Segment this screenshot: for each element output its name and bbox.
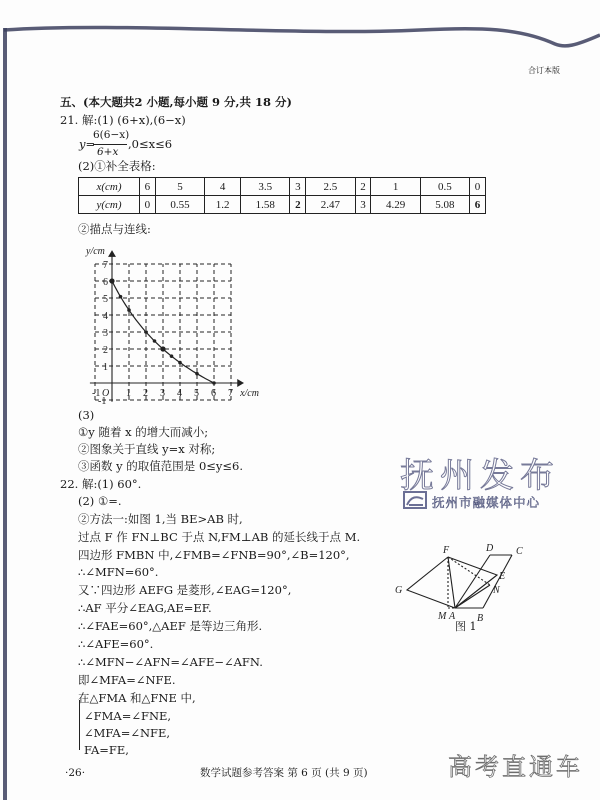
fig-label-M: M [438, 611, 447, 622]
table-cell: 3.5 [241, 178, 290, 196]
formula-numerator: 6(6−x) [93, 129, 130, 141]
q22-part1: 22. 解:(1) 60°. [60, 477, 142, 491]
corner-label: 合订本版 [528, 66, 560, 75]
q22-line: 在△FMA 和△FNE 中, [78, 691, 196, 705]
svg-text:4: 4 [103, 311, 108, 322]
section-title: 五、(本大题共2 小题,每小题 9 分,共 18 分) [60, 95, 292, 109]
table-cell: 6 [140, 178, 156, 196]
formula-prefix: y= [79, 137, 96, 151]
fig-label-N: N [493, 585, 500, 596]
conclusion-1: ①y 随着 x 的增大而减小; [78, 425, 209, 439]
q21-part3-title: (3) [78, 408, 95, 422]
q22-line: ②方法一:如图 1,当 BE>AB 时, [78, 512, 243, 526]
fig-label-D: D [486, 543, 494, 554]
svg-text:x/cm: x/cm [240, 388, 259, 399]
fig-label-B: B [477, 613, 484, 624]
table-cell: 1 [371, 178, 420, 196]
table-cell: 0 [470, 178, 486, 196]
svg-text:2: 2 [143, 388, 148, 399]
svg-text:5: 5 [194, 388, 199, 399]
fraction-bar [93, 144, 127, 145]
media-center-logo-icon [403, 491, 427, 509]
svg-text:7: 7 [228, 388, 233, 399]
table-cell: 3 [290, 178, 306, 196]
system-line: ∠MFA=∠NFE, [84, 726, 171, 740]
function-graph [80, 235, 260, 415]
formula-domain: ,0≤x≤6 [128, 137, 173, 151]
table-row-y [79, 196, 486, 214]
svg-text:O: O [102, 388, 110, 399]
table-row-x [79, 178, 486, 196]
q22-line: ∴∠MFN=60°. [78, 565, 159, 579]
q22-line: 又∵四边形 AEFG 是菱形,∠EAG=120°, [78, 583, 292, 597]
fig-label-E: E [499, 571, 506, 582]
svg-text:6: 6 [211, 388, 216, 399]
watermark-fuzhou-subtitle: 抚州市融媒体中心 [432, 495, 541, 510]
formula-denominator: 6+x [97, 146, 119, 158]
q21-part1: 21. 解:(1) (6+x),(6−x) [60, 113, 186, 127]
table-cell: 0.5 [420, 178, 469, 196]
q22-line: ∴AF 平分∠EAG,AE=EF. [78, 601, 212, 615]
table-cell: 5 [155, 178, 204, 196]
table-cell: 1.58 [241, 196, 290, 214]
table-cell: 2 [355, 178, 371, 196]
page-number: ·26· [65, 767, 86, 779]
svg-text:6: 6 [103, 277, 108, 288]
table-cell: 0.55 [155, 196, 204, 214]
value-table [78, 177, 486, 214]
svg-text:3: 3 [103, 328, 108, 339]
svg-text:3: 3 [160, 388, 165, 399]
q22-line: 四边形 FMBN 中,∠FMB=∠FNB=90°,∠B=120°, [78, 548, 350, 562]
q22-line: ∴∠MFN−∠AFN=∠AFE−∠AFN. [78, 655, 263, 669]
svg-text:1: 1 [126, 388, 131, 399]
table-cell: 5.08 [420, 196, 469, 214]
figure-caption: 图 1 [455, 620, 477, 633]
svg-text:7: 7 [103, 260, 108, 271]
q21-part2-title: (2)①补全表格: [78, 159, 156, 173]
q22-part2: (2) ①=. [78, 494, 122, 508]
svg-text:y/cm: y/cm [86, 246, 105, 258]
page-edge-left [3, 28, 7, 800]
q22-line: ∴∠AFE=60°. [78, 637, 154, 651]
table-cell: 2.5 [306, 178, 355, 196]
svg-text:5: 5 [103, 294, 108, 305]
table-cell: 4.29 [371, 196, 420, 214]
plot-title: ②描点与连线: [78, 222, 151, 236]
conclusion-3: ③函数 y 的取值范围是 0≤y≤6. [78, 459, 244, 473]
q22-line: ∴∠FAE=60°,△AEF 是等边三角形. [78, 619, 263, 633]
q22-line: 过点 F 作 FN⊥BC 于点 N,FM⊥AB 的延长线于点 M. [78, 530, 361, 544]
svg-text:1: 1 [103, 362, 108, 373]
watermark-gaokao: 高考直通车 [448, 753, 583, 781]
table-cell: 4 [205, 178, 241, 196]
watermark-fuzhou-title: 抚州发布 [400, 456, 560, 496]
table-header-y: y(cm) [79, 196, 140, 214]
system-line: ∠FMA=∠FNE, [84, 709, 172, 723]
fig-label-A: A [449, 611, 456, 622]
conclusion-2: ②图象关于直线 y=x 对称; [78, 442, 216, 456]
system-brace [79, 700, 83, 750]
q22-line: 即∠MFA=∠NFE. [78, 673, 176, 687]
svg-text:-1: -1 [98, 396, 107, 407]
fig-label-C: C [516, 546, 523, 557]
table-cell: 0 [140, 196, 156, 214]
fig-label-G: G [395, 585, 403, 596]
table-cell: 6 [470, 196, 486, 214]
table-cell: 2.47 [306, 196, 355, 214]
svg-text:4: 4 [177, 388, 182, 399]
system-line: FA=FE, [84, 743, 129, 757]
table-header-x: x(cm) [79, 178, 140, 196]
fig-label-F: F [443, 545, 450, 556]
table-cell: 1.2 [205, 196, 241, 214]
page-edge-curl [0, 0, 600, 60]
footer-title: 数学试题参考答案 第 6 页 (共 9 页) [200, 767, 368, 779]
table-cell: 3 [355, 196, 371, 214]
svg-text:-1: -1 [92, 388, 101, 399]
svg-text:2: 2 [103, 345, 108, 356]
table-cell: 2 [290, 196, 306, 214]
